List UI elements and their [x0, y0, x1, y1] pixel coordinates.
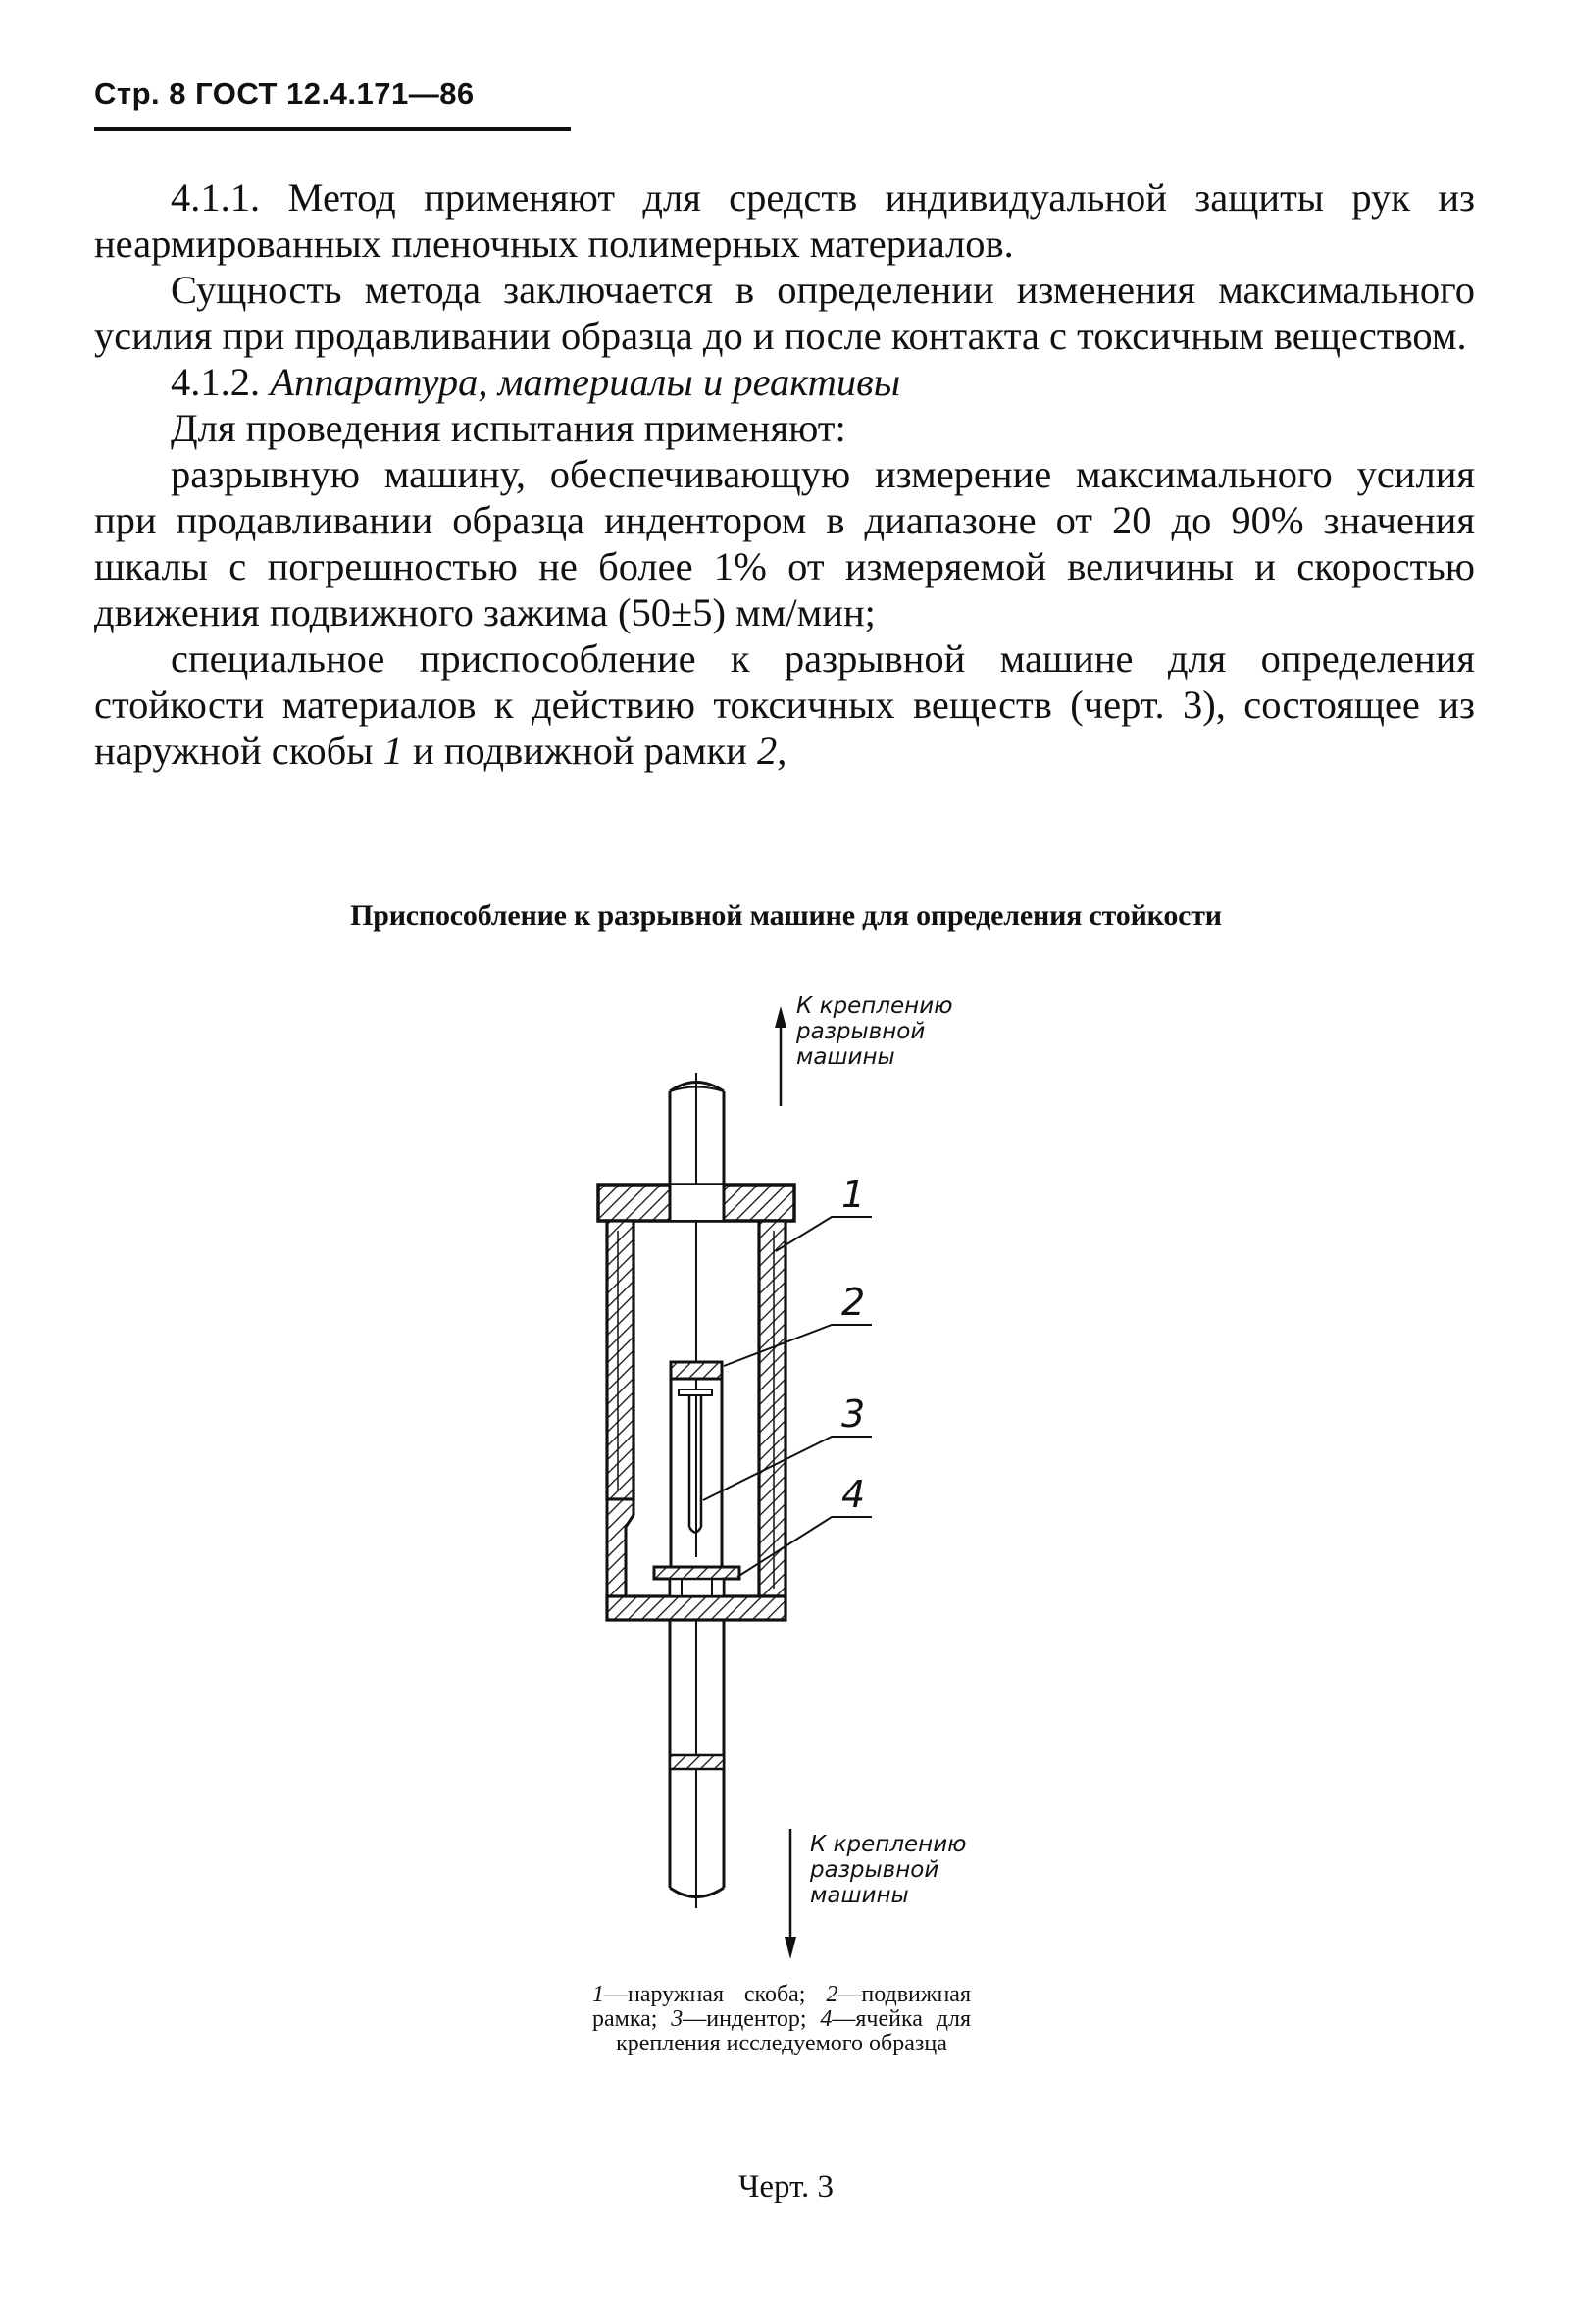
legend-text-4: —ячейка для крепления исследуемого образца	[616, 2006, 971, 2056]
part-label-1: 1	[841, 1173, 866, 1216]
device-text-a: специальное приспособление к разрывной машине для определения стойкости материалов к действию токсичных веществ (черт. 3), состоящее из наружной скобы	[94, 636, 1475, 773]
paragraph-apply-intro: Для проведения испытания применяют:	[171, 406, 846, 450]
legend-num-2: 2	[826, 1982, 838, 2007]
top-cap	[598, 1185, 794, 1221]
figure-title: Приспособление к разрывной машине для определения стойкости	[350, 899, 1222, 932]
paragraph-machine: разрывную машину, обеспечивающую измерение максимального усилия при продавливании образца индентором в диапазоне от 20 до 90% значения шкалы с погрешностью не более 1% от измеряемой величины и скоростью движения подвижного зажима (50±5) мм/мин;	[94, 452, 1475, 634]
top-rod	[670, 1073, 724, 1557]
device-text-b: и подвижной рамки	[402, 729, 757, 773]
device-text-c: ,	[777, 729, 787, 773]
section-number: 4.1.2.	[171, 360, 271, 404]
part-label-3: 3	[841, 1392, 866, 1436]
page-header: Стр. 8 ГОСТ 12.4.171—86	[94, 76, 475, 111]
top-arrow	[775, 1006, 786, 1106]
paragraph-essence: Сущность метода заключается в определении изменения максимального усилия при продавливании образца до и после контакта с токсичным веществом.	[94, 268, 1475, 358]
legend-text-1: —наружная скоба;	[604, 1982, 827, 2007]
section-title: Аппаратура, материалы и реактивы	[270, 360, 901, 404]
figure-caption: Черт. 3	[737, 2169, 835, 2204]
part-label-4: 4	[841, 1473, 866, 1516]
legend-num-1: 1	[592, 1982, 604, 2007]
legend-num-3: 3	[671, 2006, 684, 2032]
paragraph-4-1-1: 4.1.1. Метод применяют для средств индивидуальной защиты рук из неармированных пленочных полимерных материалов.	[94, 176, 1475, 266]
part-label-2: 2	[841, 1281, 866, 1324]
bottom-arrow	[785, 1829, 796, 1959]
device-ref-2: 2	[756, 729, 778, 773]
device-ref-1: 1	[382, 729, 403, 773]
bottom-rod	[670, 1620, 724, 1908]
sample-cell	[654, 1567, 739, 1596]
annotation-top: К креплению разрывной машины	[796, 993, 953, 1070]
figure-legend	[592, 1983, 971, 2056]
legend-num-4: 4	[820, 2006, 833, 2032]
legend-text-2: —подвижная рамка;	[592, 1982, 971, 2032]
annotation-bottom: К креплению разрывной машины	[810, 1832, 967, 1908]
legend-text-3: —индентор;	[683, 2006, 821, 2032]
